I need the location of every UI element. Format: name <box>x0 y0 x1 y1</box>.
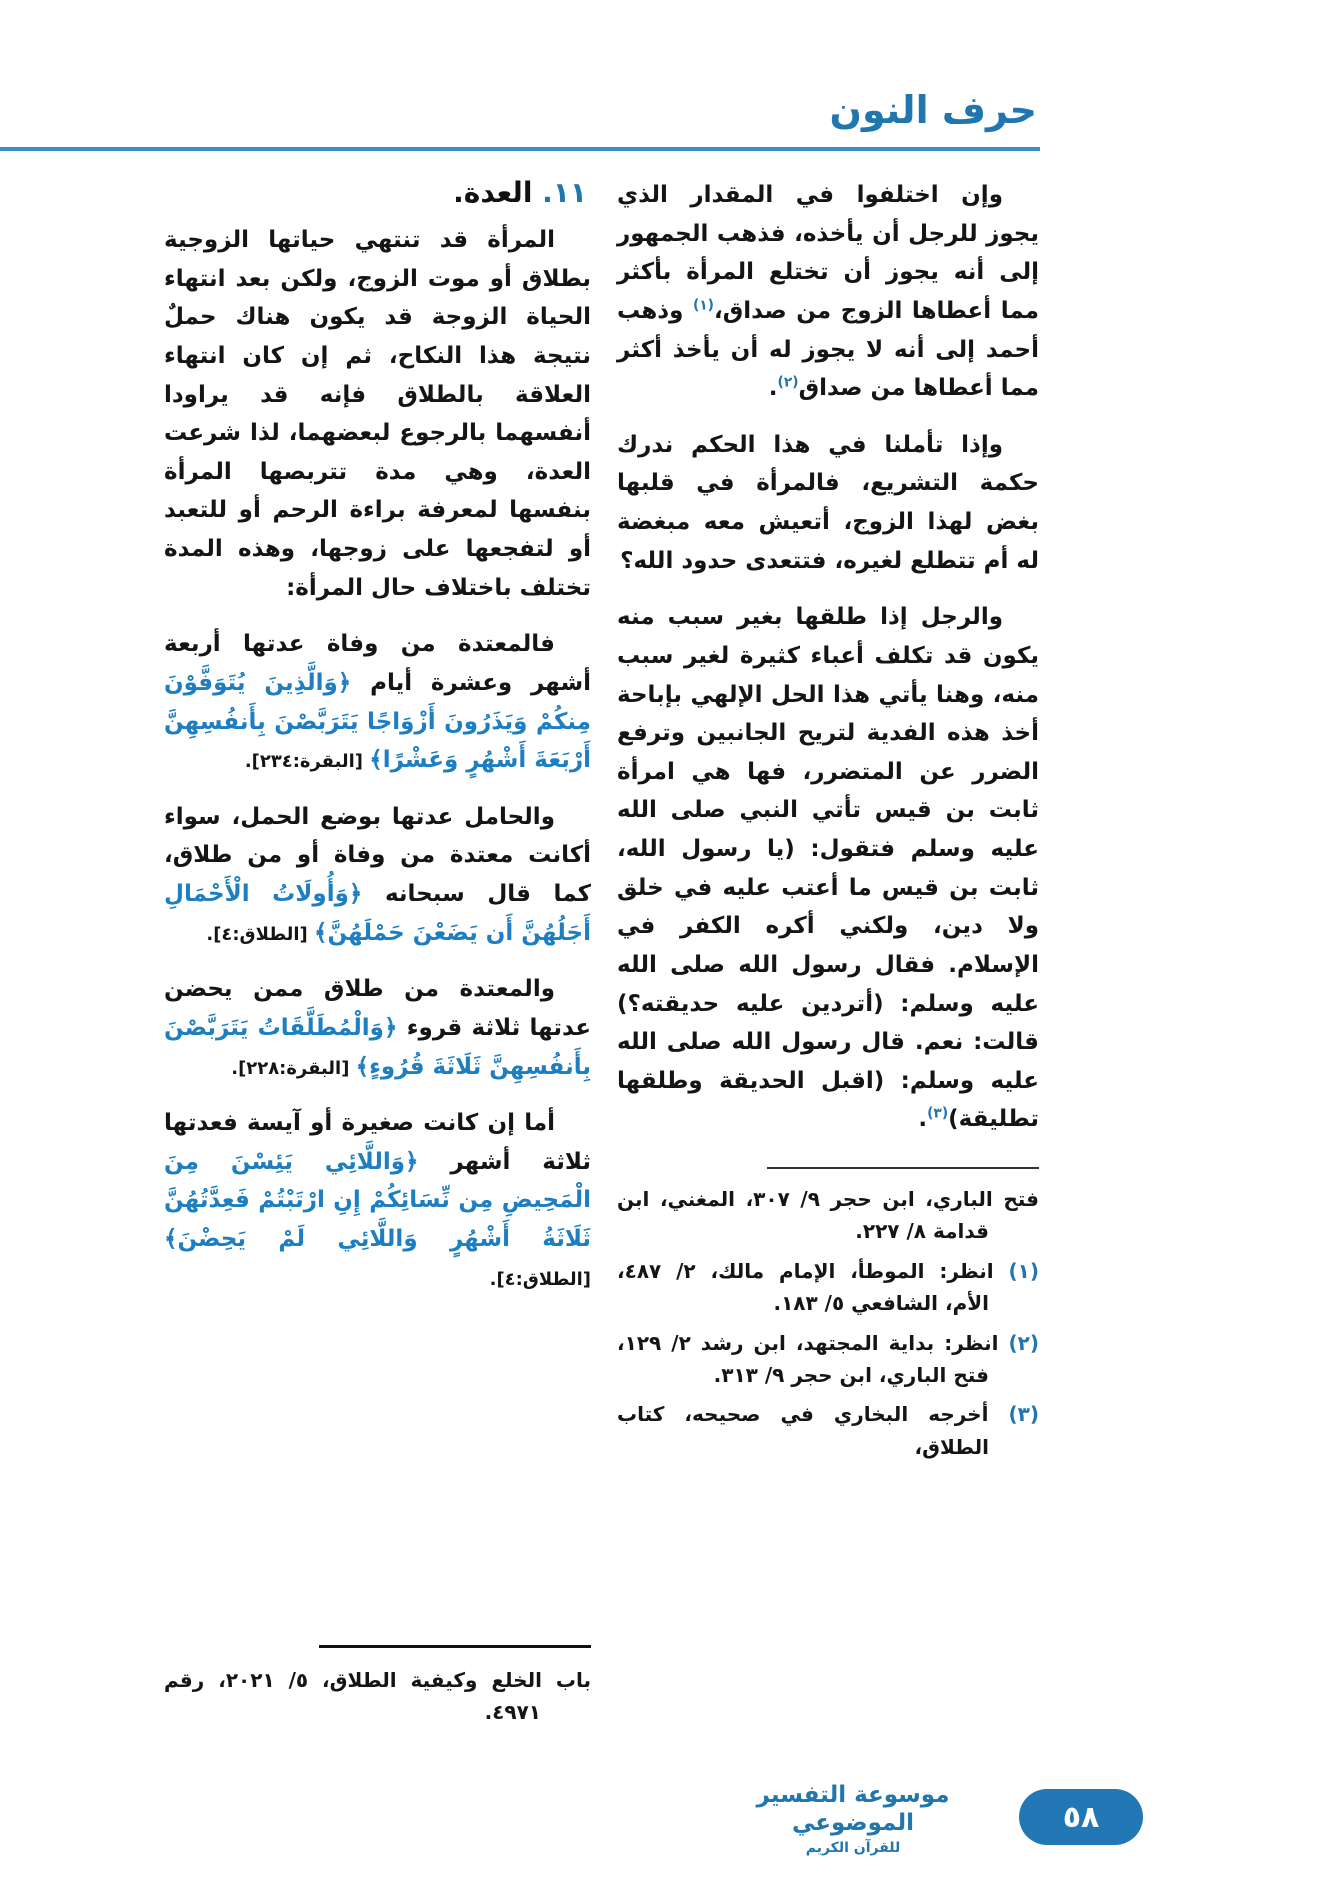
text-segment: والرجل إذا طلقها بغير سبب منه يكون قد تكلف أعباء كثيرة لغير سبب منه، وهنا يأتي هذا الحل الإلهي بإباحة أخذ هذه الفدية لتريح الجانبين وترفع الضرر عن المتضرر، فها هي امرأة ثابت بن قيس تأتي النبي صلى الله عليه وسلم فتقول: (يا رسول الله، ثابت بن قيس ما أعتب عليه في خلق ولا دين، ولكني أكره الكفر في الإسلام. فقال رسول الله صلى الله عليه وسلم: (أتردين عليه حديقته؟) قالت: نعم. قال رسول الله صلى الله عليه وسلم: (اقبل الحديقة وطلقها تطليقة) <box>617 604 1039 1133</box>
paragraph-with-verse <box>164 798 591 953</box>
publisher-logo-subtitle: للقرآن الكريم <box>805 1840 901 1857</box>
htxt-segment: العدة. <box>453 176 543 209</box>
verse-segment: ﴿وَاللَّائِي يَئِسْنَ مِنَ الْمَحِيضِ مِن نِّسَائِكُمْ إِنِ ارْتَبْتُمْ فَعِدَّتُهُنَّ ثَلَاثَةُ أَشْهُرٍ وَاللَّائِي لَمْ يَحِضْنَ﴾ <box>164 1148 591 1252</box>
text-segment: المرأة قد تنتهي حياتها الزوجية بطلاق أو موت الزوج، ولكن بعد انتهاء الحياة الزوجة قد يكون هناك حملٌ نتيجة هذا النكاح، ثم إن كان انتهاء العلاقة بالطلاق فإنه قد يراودا أنفسهما بالرجوع لبعضهما، لذا شرعت العدة، وهي مدة تتربصها المرأة بنفسها لمعرفة براءة الرحم أو للتعبد أو لتفجعها على زوجها، وهذه المدة تختلف باختلاف حال المرأة: <box>164 227 591 601</box>
cite-segment: [الطلاق:٤]. <box>206 923 314 945</box>
cite-segment: [الطلاق:٤]. <box>489 1268 591 1290</box>
paragraph <box>617 426 1039 581</box>
main-text-column <box>617 176 1039 1470</box>
paragraph <box>617 176 1039 408</box>
footnote-continuation-block <box>164 1645 591 1736</box>
text-segment: أما إن كانت صغيرة أو آيسة فعدتها ثلاثة أشهر <box>164 1110 591 1175</box>
text-segment: باب الخلع وكيفية الطلاق، ٥/ ٢٠٢١، رقم ٤٩٧١. <box>164 1668 591 1725</box>
text-segment: أخرجه البخاري في صحيحه، كتاب الطلاق، <box>617 1402 1009 1459</box>
page-number-badge <box>1019 1789 1143 1845</box>
footnote <box>164 1664 591 1729</box>
text-segment: فالمعتدة من وفاة عدتها أربعة أشهر وعشرة أيام <box>164 631 591 696</box>
fnum-segment: (١) <box>1008 1258 1039 1283</box>
text-segment: والمعتدة من طلاق ممن يحضن عدتها ثلاثة قروء <box>164 976 591 1041</box>
text-segment: وذهب أحمد إلى أنه لا يجوز له أن يأخذ أكثر مما أعطاها من صداق <box>617 297 1039 402</box>
section-heading <box>164 176 591 209</box>
text-segment: . <box>918 1106 928 1133</box>
footnote-separator <box>767 1167 1039 1169</box>
footnote <box>617 1183 1039 1248</box>
verse-segment: ﴿وَأُولَاتُ الْأَحْمَالِ أَجَلُهُنَّ أَن يَضَعْنَ حَمْلَهُنَّ﴾ <box>164 881 591 946</box>
publisher-logo-title: موسوعة التفسير الموضوعي <box>756 1782 950 1836</box>
verse-segment: ﴿وَالَّذِينَ يُتَوَفَّوْنَ مِنكُمْ وَيَذَرُونَ أَزْوَاجًا يَتَرَبَّصْنَ بِأَنفُسِهِنَّ أَرْبَعَةَ أَشْهُرٍ وَعَشْرًا﴾ <box>164 669 591 774</box>
marker-segment: (١) <box>692 297 714 314</box>
marker-segment: (٢) <box>777 374 799 391</box>
footnote <box>617 1255 1039 1320</box>
footnote <box>617 1398 1039 1463</box>
publisher-logo <box>751 1782 955 1857</box>
marker-segment: (٣) <box>927 1105 949 1122</box>
text-segment: وإن اختلفوا في المقدار الذي يجوز للرجل أن يأخذه، فذهب الجمهور إلى أنه يجوز أن تختلع المرأة بأكثر مما أعطاها الزوج من صداق، <box>617 182 1039 324</box>
footnote <box>617 1327 1039 1392</box>
second-text-column <box>164 176 591 1315</box>
paragraph <box>617 598 1039 1139</box>
cite-segment: [البقرة:٢٢٨]. <box>231 1057 356 1079</box>
text-segment: انظر: بداية المجتهد، ابن رشد ٢/ ١٢٩، فتح الباري، ابن حجر ٩/ ٣١٣. <box>617 1330 1009 1387</box>
fnum-segment: (٢) <box>1008 1330 1039 1355</box>
footnotes-block <box>617 1167 1039 1463</box>
paragraph <box>164 221 591 607</box>
text-segment: انظر: الموطأ، الإمام مالك، ٢/ ٤٨٧، الأم، الشافعي ٥/ ١٨٣. <box>617 1258 1009 1316</box>
cite-segment: [البقرة:٢٣٤]. <box>244 751 370 773</box>
paragraph-with-verse <box>164 970 591 1086</box>
fnum-segment: (٣) <box>1008 1402 1039 1427</box>
text-segment: وإذا تأملنا في هذا الحكم ندرك حكمة التشريع، فالمرأة في قلبها بغض لهذا الزوج، أتعيش معه مبغضة له أم تتطلع لغيره، فتتعدى حدود الله؟ <box>617 431 1039 574</box>
text-segment: والحامل عدتها بوضع الحمل، سواء أكانت معتدة من وفاة أو من طلاق، كما قال سبحانه <box>164 803 591 907</box>
chapter-header-title: حرف النون <box>829 88 1037 132</box>
paragraph-with-verse <box>164 625 591 780</box>
header-rule <box>0 147 1040 151</box>
paragraph-with-verse <box>164 1104 591 1297</box>
page-number: ٥٨ <box>1062 1799 1100 1835</box>
text-segment: فتح الباري، ابن حجر ٩/ ٣٠٧، المغني، ابن قدامة ٨/ ٢٢٧. <box>617 1187 1039 1244</box>
hnum-segment: ١١. <box>542 176 587 209</box>
text-segment: . <box>768 375 778 402</box>
verse-segment: ﴿وَالْمُطَلَّقَاتُ يَتَرَبَّصْنَ بِأَنفُسِهِنَّ ثَلَاثَةَ قُرُوءٍ﴾ <box>164 1014 591 1080</box>
footnote-separator <box>319 1645 591 1648</box>
